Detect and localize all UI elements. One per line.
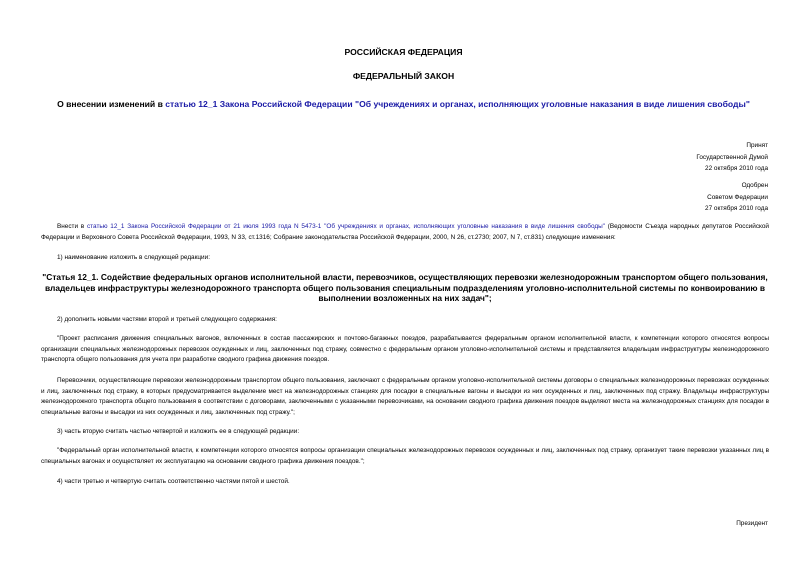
- item-1: 1) наименование изложить в следующей редакции:: [57, 254, 210, 261]
- law-title-link[interactable]: статью 12_1 Закона Российской Федерации "Об учреждениях и органах, исполняющих уголовные наказания в виде лишения свободы": [165, 99, 750, 109]
- approval-block: [705, 180, 768, 215]
- new-part-2: "Проект расписания движения специальных вагонов, включенных в состав пассажирских и почтово-багажных поездов, разрабатывается федеральным органом исполнительной власти, к компетенции которого относятся вопросы организации специальных железнодорожных перевозок осужденных и лиц, заключенных под стражу, совместно с федеральным органом уголовно-исполнительной системы и представляется владельцам инфраструктуры железнодорожного транспорта общего пользования для учета при разработке сводного графика движения поездов.: [41, 335, 769, 364]
- adoption-status: Принят: [746, 142, 768, 149]
- law-title-prefix: О внесении изменений в: [57, 99, 166, 109]
- law-title: [0, 99, 807, 109]
- approval-date: 27 октября 2010 года: [705, 205, 768, 212]
- new-part-4: "Федеральный орган исполнительной власти, к компетенции которого относятся вопросы организации специальных железнодорожных перевозок осужденных и лиц, заключенных под стражу, организует такие перевозки указанных лиц в специальных вагонах и осуществляет их эксплуатацию на основании сводного графика движения поездов.";: [41, 447, 769, 465]
- approval-body: Советом Федерации: [707, 193, 768, 201]
- item-4: 4) части третью и четвертую считать соответственно частями пятой и шестой.: [57, 478, 290, 485]
- intro-paragraph: [41, 222, 769, 243]
- item-3: 3) часть вторую считать частью четвертой и изложить ее в следующей редакции:: [57, 428, 300, 435]
- doc-type-title: ФЕДЕРАЛЬНЫЙ ЗАКОН: [352, 71, 455, 81]
- intro-suffix: (Ведомости Съезда народных депутатов Российской Федерации и Верховного Совета Российской Федерации, 1993, N 33, ст.1316; Собрание законодательства Российской Федерации, 2000, N 26, ст.2730; 2007, N 7, ст.831) следующие изменения:: [41, 223, 770, 241]
- country-title: РОССИЙСКАЯ ФЕДЕРАЦИЯ: [344, 47, 463, 57]
- approval-status: Одобрен: [741, 182, 768, 189]
- adoption-body: Государственной Думой: [696, 153, 768, 161]
- intro-prefix: Внести в: [57, 223, 87, 230]
- adoption-date: 22 октября 2010 года: [705, 165, 768, 172]
- article-heading: "Статья 12_1. Содействие федеральных органов исполнительной власти, перевозчиков, осуществляющих перевозки железнодорожным транспортом общего пользования, владельцев инфраструктуры железнодорожного транспорта общего пользования специальным подразделениям уголовно-исполнительной системы по конвоированию в выполнении возложенных на них задач";: [42, 272, 768, 304]
- adoption-block: [696, 140, 768, 175]
- president-signature: Президент: [736, 520, 768, 527]
- new-part-3: Перевозчики, осуществляющие перевозки железнодорожным транспортом общего пользования, заключают с федеральным органом уголовно-исполнительной системы договоры о специальных железнодорожных перевозках осужденных и лиц, заключенных под стражу, в которых предусматривается выделение мест на железнодорожных станциях для посадки в специальные вагоны и высадки из них осужденных и лиц, заключенных под стражу. Владельцы инфраструктуры железнодорожного транспорта общего пользования в соответствии с договорами, заключенными с указанными перевозчиками, на основании сводного графика движения поездов выделяют места на железнодорожных станциях для посадки в специальные вагоны и высадки из них осужденных и лиц, заключенных под стражу.";: [41, 377, 769, 416]
- item-2: 2) дополнить новыми частями второй и третьей следующего содержания:: [57, 316, 277, 323]
- intro-link[interactable]: статью 12_1 Закона Российской Федерации от 21 июля 1993 года N 5473-1 "Об учреждениях и органах, исполняющих уголовные наказания в виде лишения свободы": [86, 223, 605, 230]
